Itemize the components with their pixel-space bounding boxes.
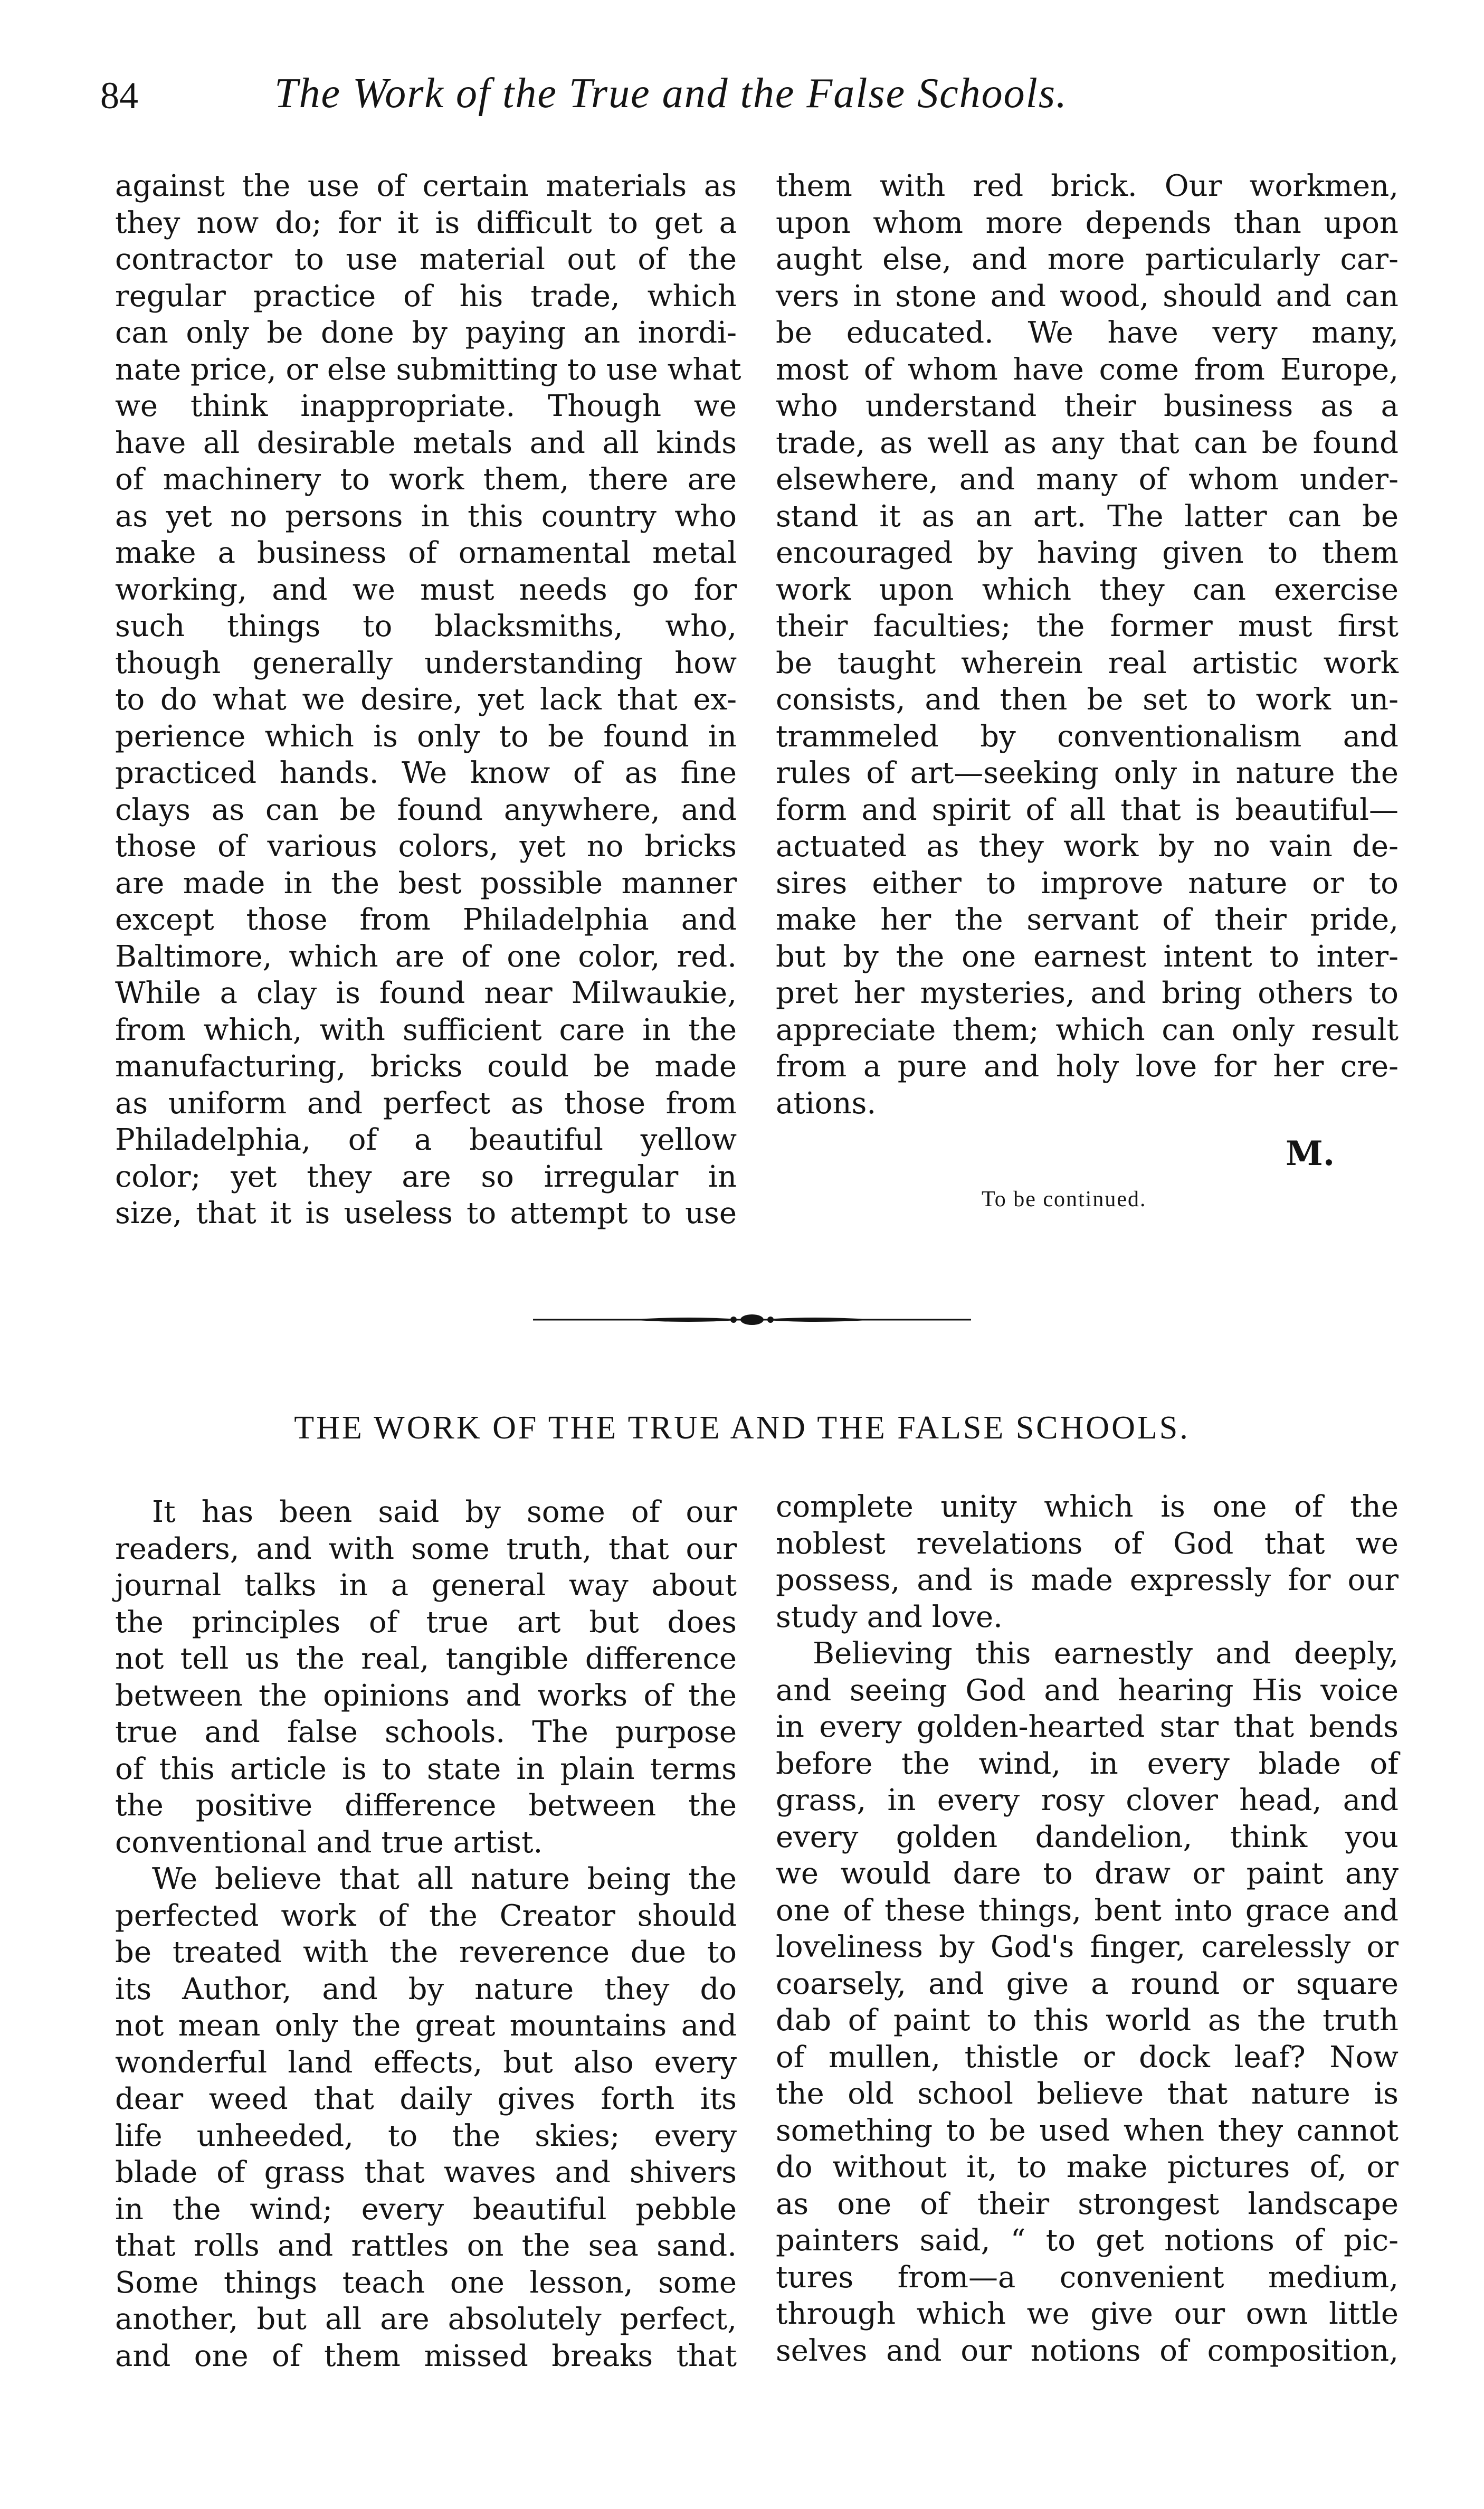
text-line: their faculties; the former must first	[776, 609, 1399, 643]
text-line: of this article is to state in plain terms	[115, 1751, 737, 1786]
text-line: regular practice of his trade, which	[115, 279, 737, 314]
text-line: the positive difference between the	[115, 1788, 737, 1823]
text-line: them with red brick. Our workmen,	[776, 169, 1399, 203]
text-line: another, but all are absolutely perfect,	[115, 2302, 737, 2336]
text-line: perfected work of the Creator should	[115, 1898, 737, 1933]
text-line: between the opinions and works of the	[115, 1678, 737, 1713]
text-line: contractor to use material out of the	[115, 242, 737, 277]
text-line: life unheeded, to the skies; every	[115, 2118, 737, 2153]
text-line: Believing this earnestly and deeply,	[813, 1636, 1399, 1671]
text-line: be taught wherein real artistic work	[776, 646, 1399, 680]
text-line: of mullen, thistle or dock leaf? Now	[776, 2040, 1399, 2075]
text-line: nate price, or else submitting to use what	[115, 352, 741, 387]
text-line: the principles of true art but does	[115, 1605, 737, 1640]
text-line: blade of grass that waves and shivers	[115, 2155, 737, 2190]
text-line: wonderful land effects, but also every	[115, 2045, 737, 2080]
text-line: Philadelphia, of a beautiful yellow	[115, 1123, 737, 1157]
text-line: to do what we desire, yet lack that ex-	[115, 683, 737, 717]
column-4-new-article	[776, 1489, 1399, 2369]
text-line: possess, and is made expressly for our	[776, 1563, 1399, 1597]
text-line: coarsely, and give a round or square	[776, 1966, 1399, 2001]
text-line: have all desirable metals and all kinds	[115, 425, 737, 460]
text-line: make her the servant of their pride,	[776, 903, 1399, 937]
text-line: from which, with sufficient care in the	[115, 1012, 737, 1047]
text-line: we think inappropriate. Though we	[115, 389, 737, 423]
text-line: and one of them missed breaks that	[115, 2338, 737, 2373]
text-line: except those from Philadelphia and	[115, 903, 737, 937]
text-line: as uniform and perfect as those from	[115, 1086, 737, 1121]
text-line: something to be used when they cannot	[776, 2113, 1399, 2148]
text-line: perience which is only to be found in	[115, 719, 737, 754]
column-3-new-article	[115, 1494, 737, 2374]
text-line: not tell us the real, tangible difference	[115, 1642, 737, 1676]
text-line: though generally understanding how	[115, 646, 737, 680]
text-line: appreciate them; which can only result	[776, 1012, 1399, 1047]
text-line: noblest revelations of God that we	[776, 1526, 1399, 1561]
text-line: can only be done by paying an inordi-	[115, 316, 737, 350]
text-line: from a pure and holy love for her cre-	[776, 1049, 1399, 1084]
text-line: one of these things, bent into grace and	[776, 1893, 1399, 1928]
text-line: ations.	[776, 1086, 877, 1121]
text-line: the old school believe that nature is	[776, 2077, 1399, 2111]
text-line: those of various colors, yet no bricks	[115, 829, 737, 864]
text-line: size, that it is useless to attempt to use	[115, 1196, 737, 1230]
text-line: as yet no persons in this country who	[115, 499, 737, 534]
text-line: study and love.	[776, 1599, 1003, 1634]
text-line: but by the one earnest intent to inter-	[776, 939, 1399, 974]
text-line: we would dare to draw or paint any	[776, 1857, 1399, 1891]
page-header	[100, 63, 1219, 137]
running-head: The Work of the True and the False Schools.	[274, 70, 1068, 117]
text-line: vers in stone and wood, should and can	[776, 279, 1399, 314]
text-line: dear weed that daily gives forth its	[115, 2082, 737, 2116]
text-line: rules of art—seeking only in nature the	[776, 756, 1399, 790]
text-line: actuated as they work by no vain de-	[776, 829, 1399, 864]
text-line: color; yet they are so irregular in	[115, 1159, 737, 1194]
column-2-continued-article	[776, 168, 1399, 1122]
text-line: sires either to improve nature or to	[776, 866, 1399, 901]
text-line: readers, and with some truth, that our	[115, 1531, 737, 1566]
text-line: trade, as well as any that can be found	[776, 425, 1399, 460]
text-line: aught else, and more particularly car-	[776, 242, 1399, 277]
text-line: It has been said by some of our	[152, 1495, 737, 1529]
text-line: they now do; for it is difficult to get a	[115, 205, 737, 240]
text-line: not mean only the great mountains and	[115, 2009, 737, 2043]
text-line: Baltimore, which are of one color, red.	[115, 939, 737, 974]
text-line: be treated with the reverence due to	[115, 1935, 737, 1970]
text-line: of machinery to work them, there are	[115, 462, 737, 497]
text-line: against the use of certain materials as	[115, 169, 737, 203]
text-line: do without it, to make pictures of, or	[776, 2150, 1399, 2184]
text-line: be educated. We have very many,	[776, 316, 1399, 350]
text-line: tures from—a convenient medium,	[776, 2260, 1399, 2295]
text-line: work upon which they can exercise	[776, 572, 1399, 607]
section-divider-ornament	[533, 1309, 971, 1330]
text-line: as one of their strongest landscape	[776, 2186, 1399, 2221]
text-line: loveliness by God's finger, carelessly or	[776, 1930, 1399, 1964]
text-line: dab of paint to this world as the truth	[776, 2003, 1399, 2038]
text-line: painters said, “ to get notions of pic-	[776, 2223, 1399, 2258]
text-line: who understand their business as a	[776, 389, 1399, 423]
text-line: journal talks in a general way about	[115, 1568, 737, 1603]
text-line: While a clay is found near Milwaukie,	[115, 976, 737, 1010]
text-line: We believe that all nature being the	[152, 1862, 737, 1896]
text-line: through which we give our own little	[776, 2297, 1399, 2331]
text-line: consists, and then be set to work un-	[776, 683, 1399, 717]
text-line: in the wind; every beautiful pebble	[115, 2192, 737, 2227]
text-line: before the wind, in every blade of	[776, 1746, 1399, 1781]
article-title: THE WORK OF THE TRUE AND THE FALSE SCHOOLS.	[294, 1410, 1190, 1446]
text-line: encouraged by having given to them	[776, 536, 1399, 570]
text-line: selves and our notions of composition,	[776, 2333, 1399, 2368]
to-be-continued-note: To be continued.	[982, 1187, 1147, 1211]
text-line: working, and we must needs go for	[115, 572, 737, 607]
text-line: that rolls and rattles on the sea sand.	[115, 2229, 737, 2263]
text-line: form and spirit of all that is beautiful—	[776, 792, 1399, 827]
text-line: complete unity which is one of the	[776, 1490, 1399, 1524]
text-line: its Author, and by nature they do	[115, 1972, 737, 2006]
text-line: Some things teach one lesson, some	[115, 2265, 737, 2300]
text-line: true and false schools. The purpose	[115, 1715, 737, 1749]
text-line: such things to blacksmiths, who,	[115, 609, 737, 643]
text-line: pret her mysteries, and bring others to	[776, 976, 1399, 1010]
text-line: make a business of ornamental metal	[115, 536, 737, 570]
text-line: practiced hands. We know of as fine	[115, 756, 737, 790]
text-line: every golden dandelion, think you	[776, 1820, 1399, 1854]
text-line: manufacturing, bricks could be made	[115, 1049, 737, 1084]
text-line: elsewhere, and many of whom under-	[776, 462, 1399, 497]
text-line: grass, in every rosy clover head, and	[776, 1783, 1399, 1817]
column-1-continued-article	[115, 168, 741, 1232]
text-line: stand it as an art. The latter can be	[776, 499, 1399, 534]
text-line: clays as can be found anywhere, and	[115, 792, 737, 827]
text-line: in every golden-hearted star that bends	[776, 1710, 1399, 1744]
text-line: are made in the best possible manner	[115, 866, 737, 901]
text-line: and seeing God and hearing His voice	[776, 1673, 1399, 1708]
text-line: upon whom more depends than upon	[776, 205, 1399, 240]
text-line: conventional and true artist.	[115, 1825, 543, 1860]
author-signature: M.	[1286, 1134, 1335, 1173]
text-line: trammeled by conventionalism and	[776, 719, 1399, 754]
page-number: 84	[100, 74, 138, 117]
text-line: most of whom have come from Europe,	[776, 352, 1399, 387]
